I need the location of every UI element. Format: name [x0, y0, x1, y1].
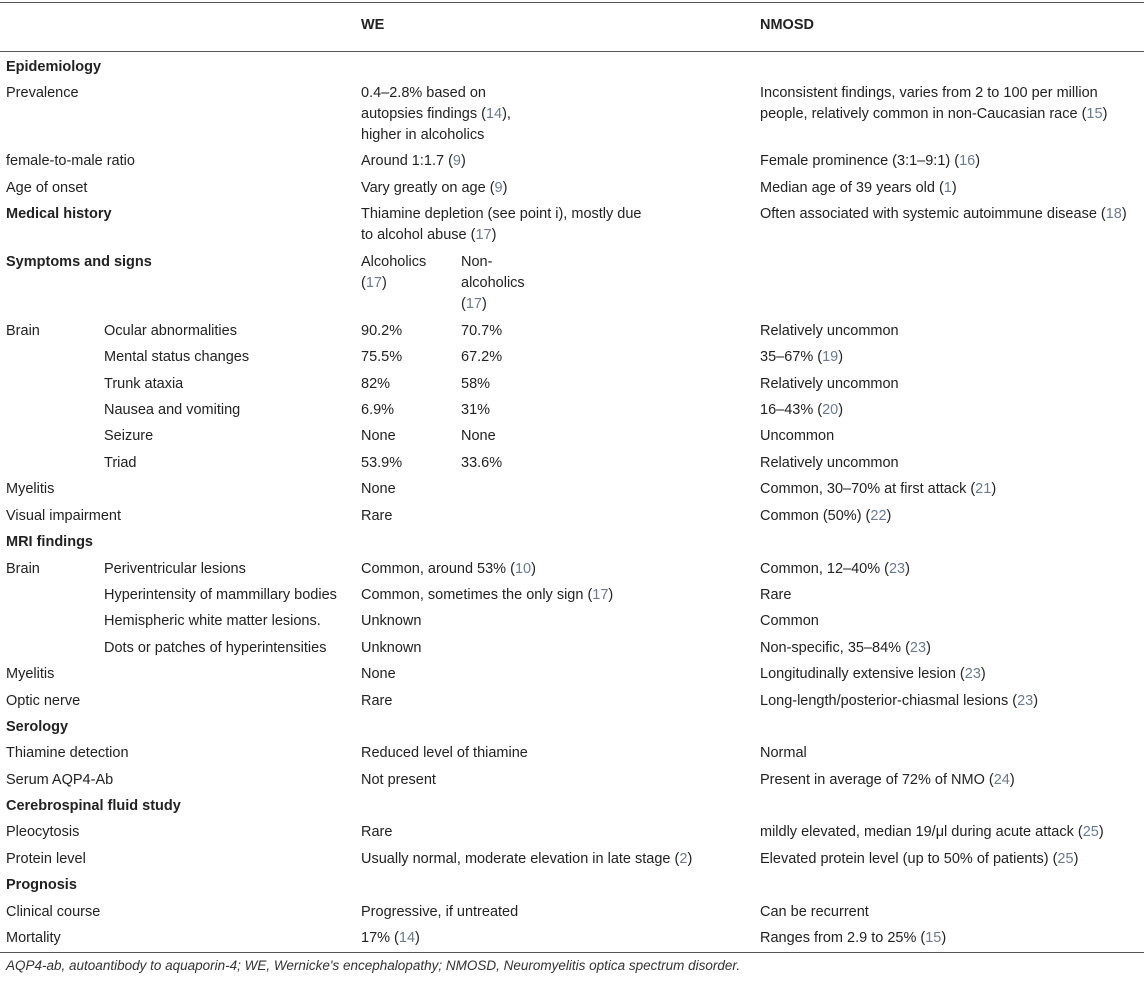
text: Around 1:1.7 (: [361, 153, 453, 169]
text: Present in average of 72% of NMO (: [760, 772, 994, 788]
nmosd-cell: [760, 770, 1015, 791]
text: ): [951, 180, 957, 196]
reference-link[interactable]: 22: [870, 508, 887, 524]
reference-link[interactable]: 23: [888, 561, 906, 577]
reference-link[interactable]: 25: [1057, 851, 1074, 867]
text: ): [926, 640, 931, 656]
row-label: Symptoms and signs: [6, 254, 152, 270]
nmosd-cell: [760, 638, 931, 659]
reference-link[interactable]: 19: [822, 349, 839, 365]
text: Median age of 39 years old (: [760, 180, 944, 196]
row-label: Thiamine detection: [6, 745, 129, 761]
alcoholics-subheader: [361, 252, 426, 294]
we-line-1: Thiamine depletion (see point i), mostly due: [361, 206, 642, 222]
we-cell: None: [361, 666, 396, 682]
we-cell: [361, 178, 507, 199]
we-cell: Not present: [361, 772, 436, 788]
text: Elevated protein level (up to 50% of patients) (: [760, 851, 1058, 867]
group-label: Brain: [6, 323, 40, 339]
non-alcoholics-cell: None: [461, 428, 496, 444]
nmosd-line-2: [760, 106, 1107, 122]
non-alcoholics-subheader: [461, 252, 525, 315]
nmosd-cell: [760, 664, 986, 685]
text: ): [838, 349, 844, 365]
nmosd-cell: [760, 479, 996, 500]
we-cell: [361, 585, 613, 606]
text: Often associated with systemic autoimmune disease (: [760, 206, 1106, 222]
text: ): [415, 930, 420, 946]
nmosd-cell: [760, 506, 891, 527]
section-title: Cerebrospinal fluid study: [6, 798, 181, 814]
text: 35–67% (: [760, 349, 823, 365]
group-label: Brain: [6, 561, 40, 577]
text: ): [991, 481, 997, 497]
nmosd-cell: Rare: [760, 587, 792, 603]
row-label: Protein level: [6, 851, 86, 867]
reference-link[interactable]: 14: [398, 930, 416, 946]
text: ): [502, 180, 508, 196]
row-label: female-to-male ratio: [6, 153, 135, 169]
nmosd-cell: Can be recurrent: [760, 904, 869, 920]
we-cell: [361, 849, 692, 870]
alcoholics-cell: 82%: [361, 376, 391, 392]
text: ): [687, 851, 693, 867]
alcoholics-cell: 75.5%: [361, 349, 403, 365]
non-alcoholics-cell: 67.2%: [461, 349, 503, 365]
text: ): [975, 153, 981, 169]
text: ): [531, 561, 536, 577]
reference-link[interactable]: 23: [1017, 693, 1034, 709]
alcoholics-cell: 53.9%: [361, 455, 403, 471]
reference-link[interactable]: 14: [485, 106, 503, 122]
section-title: MRI findings: [6, 534, 93, 550]
text: 16–43% (: [760, 402, 823, 418]
text: alcoholics: [461, 275, 525, 291]
text: Longitudinally extensive lesion (: [760, 666, 965, 682]
reference-link[interactable]: 15: [925, 930, 942, 946]
nmosd-cell: [760, 178, 957, 199]
text: Common, around 53% (: [361, 561, 515, 577]
bottom-rule: [0, 952, 1144, 953]
text: ): [1033, 693, 1039, 709]
text: ): [381, 275, 387, 291]
row-label: Serum AQP4-Ab: [6, 772, 114, 788]
reference-link[interactable]: 15: [1086, 106, 1103, 122]
reference-link[interactable]: 16: [959, 153, 976, 169]
reference-link[interactable]: 24: [993, 772, 1010, 788]
row-label: Visual impairment: [6, 508, 121, 524]
reference-link[interactable]: 23: [964, 666, 981, 682]
non-alcoholics-cell: 33.6%: [461, 455, 503, 471]
column-header-we: WE: [361, 17, 385, 33]
text: Common, 30–70% at first attack (: [760, 481, 976, 497]
text: Ranges from 2.9 to 25% (: [760, 930, 926, 946]
text: Alcoholics: [361, 254, 427, 270]
alcoholics-cell: 6.9%: [361, 402, 395, 418]
we-cell: [361, 151, 466, 172]
row-label: Dots or patches of hyperintensities: [104, 640, 327, 656]
text: people, relatively common in non-Caucasian race (: [760, 106, 1087, 122]
we-cell: Unknown: [361, 613, 422, 629]
nmosd-line-1: Inconsistent findings, varies from 2 to 100 per million: [760, 85, 1098, 101]
text: autopsies findings (: [361, 106, 486, 122]
text: Usually normal, moderate elevation in late stage (: [361, 851, 680, 867]
text: ): [980, 666, 986, 682]
text: ): [1102, 106, 1108, 122]
we-line-3: higher in alcoholics: [361, 127, 485, 143]
we-cell: [361, 928, 420, 949]
we-line-2: [361, 227, 496, 243]
header-rule: [0, 51, 1144, 52]
non-alcoholics-cell: 58%: [461, 376, 491, 392]
we-cell: Reduced level of thiamine: [361, 745, 528, 761]
reference-link[interactable]: 23: [909, 640, 927, 656]
nmosd-cell: [760, 347, 843, 368]
row-label: Optic nerve: [6, 693, 81, 709]
section-title: Serology: [6, 719, 69, 735]
we-line-1: 0.4–2.8% based on: [361, 85, 486, 101]
nmosd-cell: Relatively uncommon: [760, 376, 899, 392]
nmosd-cell: [760, 400, 843, 421]
row-label: Prevalence: [6, 85, 79, 101]
row-label: Ocular abnormalities: [104, 323, 237, 339]
alcoholics-cell: None: [361, 428, 396, 444]
reference-link[interactable]: 10: [514, 561, 532, 577]
row-label: Nausea and vomiting: [104, 402, 241, 418]
we-cell: Rare: [361, 824, 393, 840]
text: Common, sometimes the only sign (: [361, 587, 593, 603]
row-label: Trunk ataxia: [104, 376, 184, 392]
nmosd-cell: [760, 822, 1104, 843]
nmosd-cell: Common: [760, 613, 819, 629]
text: mildly elevated, median 19/μl during acute attack (: [760, 824, 1083, 840]
row-label: Myelitis: [6, 481, 55, 497]
section-title: Prognosis: [6, 877, 77, 893]
nmosd-cell: [760, 928, 946, 949]
we-cell: None: [361, 481, 396, 497]
section-title: Epidemiology: [6, 59, 102, 75]
we-cell: Rare: [361, 508, 393, 524]
nmosd-cell: [760, 151, 980, 172]
we-cell: Rare: [361, 693, 393, 709]
text: ): [1098, 824, 1104, 840]
text: 17% (: [361, 930, 399, 946]
reference-link[interactable]: 17: [365, 275, 382, 291]
row-label: Mortality: [6, 930, 61, 946]
row-label: Triad: [104, 455, 137, 471]
row-label: Pleocytosis: [6, 824, 80, 840]
text: Non-: [461, 254, 493, 270]
row-label: Medical history: [6, 206, 112, 222]
text: ): [481, 296, 487, 312]
reference-link[interactable]: 9: [452, 153, 461, 169]
nmosd-cell: [760, 691, 1038, 712]
text: Vary greatly on age (: [361, 180, 495, 196]
text: ): [941, 930, 947, 946]
nmosd-cell: [760, 849, 1078, 870]
nmosd-cell: [760, 204, 1127, 225]
we-cell: Unknown: [361, 640, 422, 656]
row-label: Clinical course: [6, 904, 101, 920]
reference-link[interactable]: 17: [465, 296, 482, 312]
text: Female prominence (3:1–9:1) (: [760, 153, 960, 169]
nmosd-cell: Uncommon: [760, 428, 835, 444]
nmosd-cell: Relatively uncommon: [760, 455, 899, 471]
text: to alcohol abuse (: [361, 227, 476, 243]
row-label: Seizure: [104, 428, 154, 444]
table-footnote: AQP4-ab, autoantibody to aquaporin-4; WE, Wernicke's encephalopathy; NMOSD, Neuromyelitis optica spectrum disorder.: [6, 958, 741, 973]
text: ): [838, 402, 844, 418]
reference-link[interactable]: 18: [1105, 206, 1122, 222]
row-label: Periventricular lesions: [104, 561, 246, 577]
top-rule: [0, 2, 1144, 3]
text: (: [461, 296, 466, 312]
row-label: Age of onset: [6, 180, 88, 196]
row-label: Mental status changes: [104, 349, 250, 365]
reference-link[interactable]: 1: [943, 180, 952, 196]
alcoholics-cell: 90.2%: [361, 323, 403, 339]
row-label: Hemispheric white matter lesions.: [104, 613, 321, 629]
reference-link[interactable]: 25: [1082, 824, 1099, 840]
we-cell: [361, 559, 536, 580]
text: ): [905, 561, 910, 577]
nmosd-cell: [760, 559, 910, 580]
text: Common, 12–40% (: [760, 561, 889, 577]
reference-link[interactable]: 17: [592, 587, 609, 603]
nmosd-cell: Relatively uncommon: [760, 323, 899, 339]
row-label: Hyperintensity of mammillary bodies: [104, 587, 337, 603]
we-cell: [361, 83, 511, 146]
reference-link[interactable]: 21: [975, 481, 992, 497]
text: Non-specific, 35–84% (: [760, 640, 910, 656]
we-cell: Progressive, if untreated: [361, 904, 519, 920]
column-header-nmosd: NMOSD: [760, 17, 814, 33]
nmosd-cell: [760, 83, 1107, 125]
we-line-2: [361, 106, 511, 122]
we-cell: [361, 204, 641, 246]
non-alcoholics-cell: 31%: [461, 402, 491, 418]
text: Common (50%) (: [760, 508, 871, 524]
text: (: [361, 275, 366, 291]
non-alcoholics-cell: 70.7%: [461, 323, 503, 339]
reference-link[interactable]: 2: [679, 851, 688, 867]
nmosd-cell: Normal: [760, 745, 807, 761]
text: ): [1009, 772, 1015, 788]
text: Long-length/posterior-chiasmal lesions (: [760, 693, 1018, 709]
text: ): [491, 227, 497, 243]
text: ): [886, 508, 892, 524]
text: ),: [502, 106, 511, 122]
text: ): [1073, 851, 1079, 867]
reference-link[interactable]: 9: [494, 180, 503, 196]
reference-link[interactable]: 20: [822, 402, 839, 418]
text: ): [460, 153, 466, 169]
text: ): [1121, 206, 1127, 222]
row-label: Myelitis: [6, 666, 55, 682]
text: ): [608, 587, 614, 603]
reference-link[interactable]: 17: [475, 227, 492, 243]
